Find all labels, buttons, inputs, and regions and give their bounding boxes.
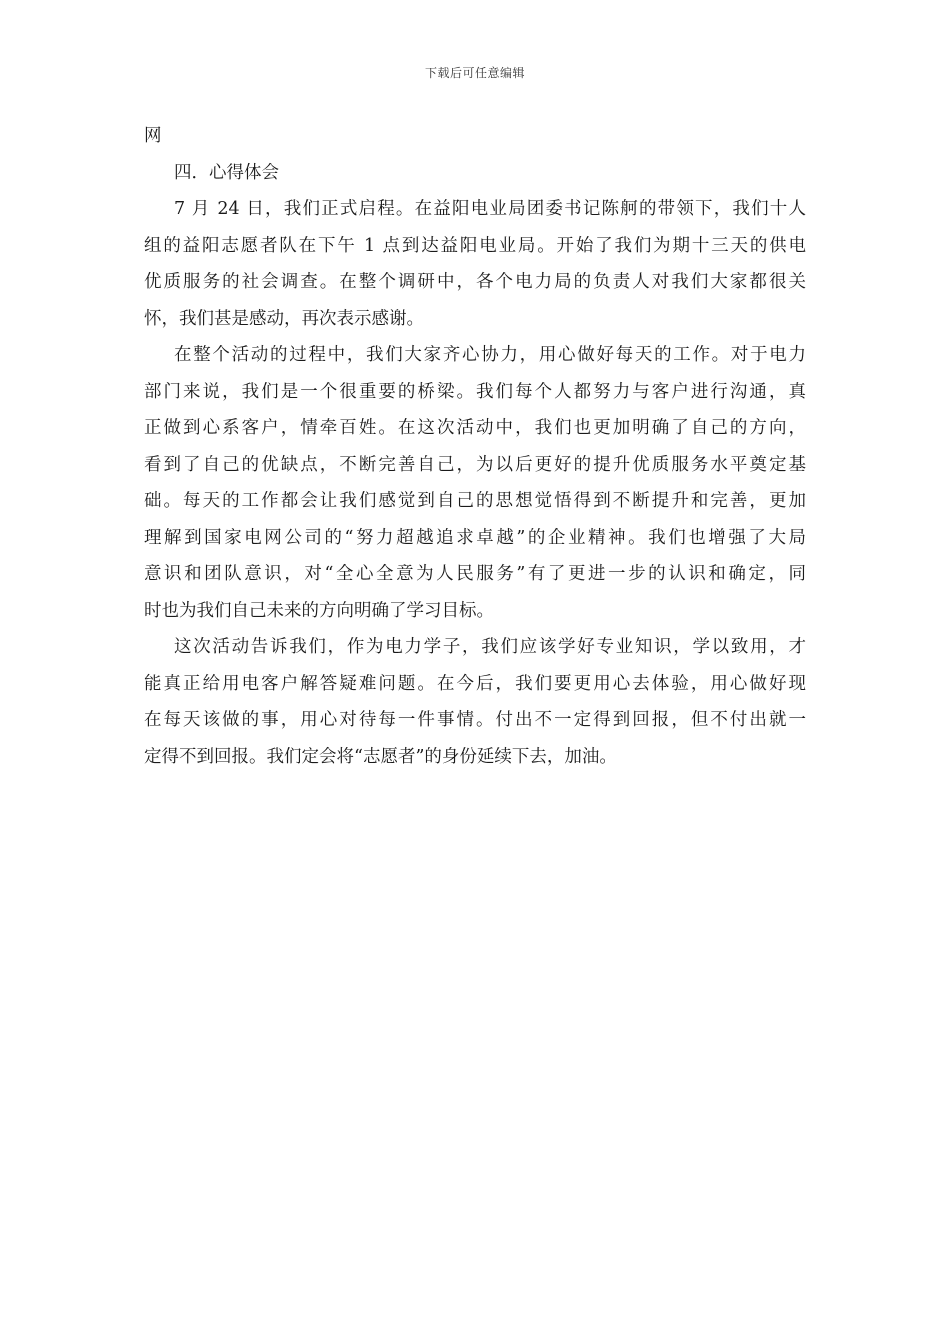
paragraph-line: 这次活动告诉我们，作为电力学子，我们应该学好专业知识，学以致用，才	[174, 637, 806, 657]
paragraph-line: 部门来说，我们是一个很重要的桥梁。我们每个人都努力与客户进行沟通，真	[144, 381, 806, 402]
paragraph-line: 优质服务的社会调查。在整个调研中，各个电力局的负责人对我们大家都很关	[144, 272, 806, 292]
paragraph-line: 定得不到回报。我们定会将“志愿者”的身份延续下去，加油。	[144, 746, 617, 767]
paragraph-line: 时也为我们自己未来的方向明确了学习目标。	[144, 600, 494, 621]
paragraph-line: 组的益阳志愿者队在下午 1 点到达益阳电业局。开始了我们为期十三天的供电	[144, 235, 806, 256]
text-fragment: 网	[144, 126, 162, 146]
paragraph-2	[144, 337, 806, 629]
paragraph-line: 看到了自己的优缺点，不断完善自己，为以后更好的提升优质服务水平奠定基	[144, 454, 806, 475]
paragraph-3	[144, 629, 806, 775]
page-header-note: 下载后可任意编辑	[424, 66, 525, 80]
paragraph-line: 正做到心系客户，情牵百姓。在这次活动中，我们也更加明确了自己的方向，	[144, 418, 806, 438]
paragraph-line: 7 月 24 日，我们正式启程。在益阳电业局团委书记陈舸的带领下，我们十人	[174, 199, 806, 219]
paragraph-line: 能真正给用电客户解答疑难问题。在今后，我们要更用心去体验，用心做好现	[144, 673, 806, 694]
paragraph-line: 理解到国家电网公司的“努力超越追求卓越”的企业精神。我们也增强了大局	[144, 527, 806, 548]
paragraph-1	[144, 191, 806, 337]
paragraph-line: 础。每天的工作都会让我们感觉到自己的思想觉悟得到不断提升和完善，更加	[144, 491, 806, 511]
paragraph-line: 怀，我们甚是感动，再次表示感谢。	[144, 308, 424, 329]
section-heading: 四．心得体会	[174, 162, 279, 183]
paragraph-line: 在每天该做的事，用心对待每一件事情。付出不一定得到回报，但不付出就一	[144, 710, 806, 730]
paragraph-line: 意识和团队意识，对“全心全意为人民服务”有了更进一步的认识和确定，同	[144, 564, 806, 584]
paragraph-line: 在整个活动的过程中，我们大家齐心协力，用心做好每天的工作。对于电力	[174, 345, 806, 365]
document-body	[144, 118, 806, 775]
